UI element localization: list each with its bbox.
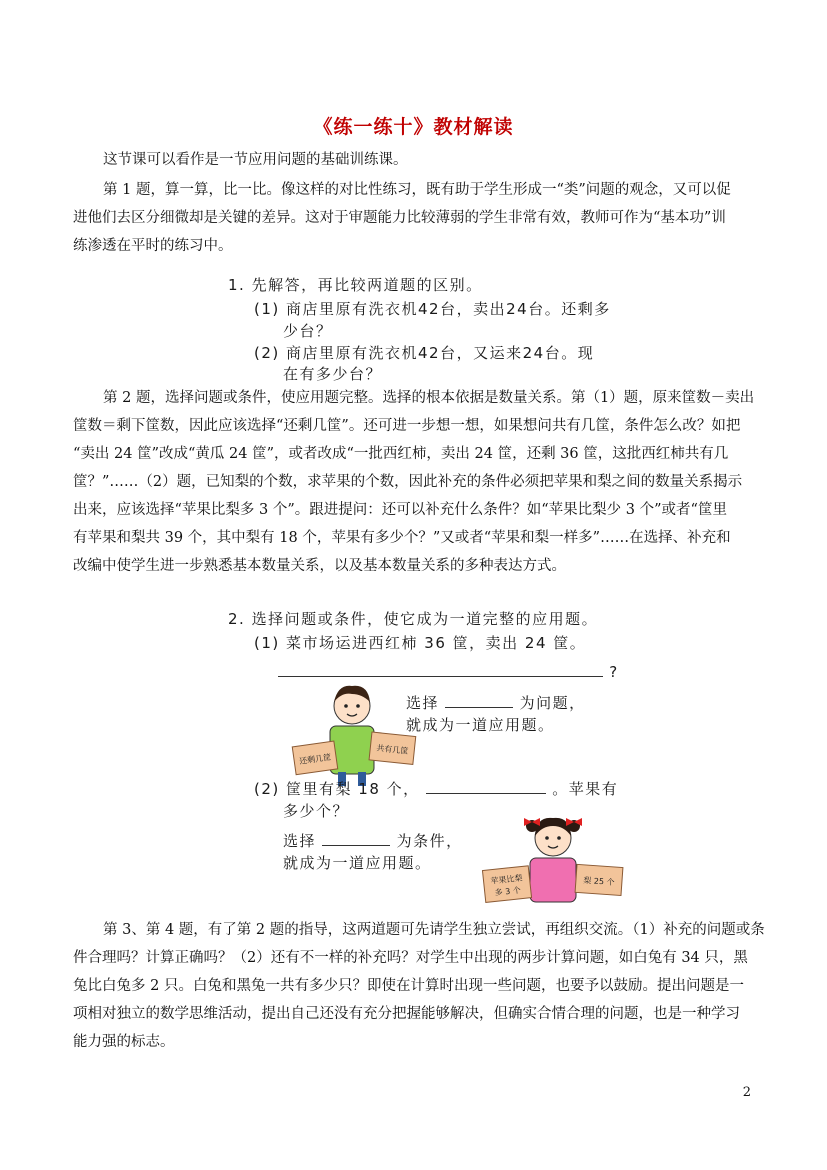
paragraph-line: 兔比白兔多 2 只。白兔和黑兔一共有多少只？即使在计算时出现一些问题，也要予以鼓励。提出问题是一 xyxy=(73,978,744,994)
choose-label: 选择 xyxy=(406,694,440,712)
page-number: 2 xyxy=(742,1085,751,1100)
girl-card-left-text-1: 苹果比梨 xyxy=(490,873,523,886)
paragraph-line: 筐数＝剩下筐数，因此应该选择“还剩几筐”。还可进一步想一想，如果想问共有几筐，条件怎么改？如把 xyxy=(73,418,741,434)
choose-condition-line xyxy=(283,830,463,851)
exercise-1-question-2-cont: 在有多少台？ xyxy=(283,365,383,383)
paragraph-line: 有苹果和梨共 39 个，其中梨有 18 个，苹果有多少个？”又或者“苹果和梨一样多”……在选择、补充和 xyxy=(73,530,731,546)
paragraph-line: 第 2 题，选择问题或条件，使应用题完整。选择的根本依据是数量关系。第（1）题，原来筐数－卖出 xyxy=(103,390,755,406)
choose-question-line xyxy=(406,692,586,713)
girl-card-right-text: 梨 25 个 xyxy=(582,875,615,888)
question-2-part-b: 。苹果有 xyxy=(552,780,619,798)
paragraph-line: 出来，应该选择“苹果比梨多 3 个”。跟进提问：还可以补充什么条件？如“苹果比梨少 3 个”或者“筐里 xyxy=(73,502,727,518)
choose-blank xyxy=(322,831,390,846)
paragraph-line: 改编中使学生进一步熟悉基本数量关系，以及基本数量关系的多种表达方式。 xyxy=(73,558,566,574)
exercise-2-question-2 xyxy=(254,778,618,799)
intro-paragraph xyxy=(73,146,763,174)
boy-card-right-text: 共有几筐 xyxy=(375,743,409,756)
paragraph-line: 能力强的标志。 xyxy=(73,1034,175,1050)
exercise-1-heading: 1. 先解答，再比较两道题的区别。 xyxy=(228,276,483,294)
boy-eye xyxy=(356,704,360,708)
paragraph-line: 练渗透在平时的练习中。 xyxy=(73,238,233,254)
girl-dress xyxy=(530,858,576,902)
girl-card-left-text-2: 多 3 个 xyxy=(494,885,522,898)
boy-eye xyxy=(344,704,348,708)
exercise-1-question-1-cont: 少台？ xyxy=(283,322,333,340)
exercise-2-question-1: (1) 菜市场运进西红柿 36 筐，卖出 24 筐。 xyxy=(254,634,587,652)
paragraph-line: 筐？”……（2）题，已知梨的个数，求苹果的个数，因此补充的条件必须把苹果和梨之间的数量关系揭示 xyxy=(73,474,743,490)
paragraph-exercise-3-4 xyxy=(73,916,763,1056)
answer-blank xyxy=(426,779,546,794)
as-condition-label: 为条件， xyxy=(396,832,463,850)
choose-label: 选择 xyxy=(283,832,317,850)
girl-with-cards-illustration xyxy=(478,806,628,908)
becomes-problem-line: 就成为一道应用题。 xyxy=(283,854,432,872)
paragraph-line: “卖出 24 筐”改成“黄瓜 24 筐”，或者改成“一批西红柿，卖出 24 筐，还剩 36 筐，这批西红柿共有几 xyxy=(73,446,729,462)
boy-card-left xyxy=(292,741,337,775)
as-question-label: 为问题， xyxy=(519,694,586,712)
exercise-2-figure xyxy=(228,608,628,908)
paragraph-line: 第 3、第 4 题，有了第 2 题的指导，这两道题可先请学生独立尝试，再组织交流。（1）补充的问题或条 xyxy=(103,922,765,938)
answer-blank xyxy=(278,662,603,677)
becomes-problem-line: 就成为一道应用题。 xyxy=(406,716,555,734)
paragraph-exercise-2 xyxy=(73,384,763,580)
girl-eye xyxy=(557,836,561,840)
exercise-1-question-1: (1) 商店里原有洗衣机42台，卖出24台。还剩多 xyxy=(254,300,611,318)
exercise-2-heading: 2. 选择问题或条件，使它成为一道完整的应用题。 xyxy=(228,610,599,628)
boy-with-cards-illustration xyxy=(290,678,420,788)
question-mark: ? xyxy=(609,663,619,681)
paragraph-line: 件合理吗？计算正确吗？（2）还有不一样的补充吗？对学生中出现的两步计算问题，如白兔有 34 只，黑 xyxy=(73,950,748,966)
intro-line: 这节课可以看作是一节应用问题的基础训练课。 xyxy=(103,152,408,168)
girl-eye xyxy=(545,836,549,840)
paragraph-line: 第 1 题，算一算，比一比。像这样的对比性练习，既有助于学生形成一“类”问题的观念，又可以促 xyxy=(103,182,731,198)
paragraph-line: 项相对独立的数学思维活动，提出自己还没有充分把握能够解决，但确实合情合理的问题，也是一种学习 xyxy=(73,1006,740,1022)
choose-blank xyxy=(445,693,513,708)
exercise-1-figure xyxy=(228,274,611,384)
page-title: 《练一练十》教材解读 xyxy=(313,116,514,138)
exercise-1-question-2: (2) 商店里原有洗衣机42台，又运来24台。现 xyxy=(254,344,595,362)
question-2-cont: 多少个？ xyxy=(283,802,350,820)
boy-card-right xyxy=(369,732,416,764)
paragraph-exercise-1 xyxy=(73,176,763,260)
boy-card-left-text: 还剩几筐 xyxy=(298,752,332,767)
girl-card-right xyxy=(575,864,623,895)
paragraph-line: 进他们去区分细微却是关键的差异。这对于审题能力比较薄弱的学生非常有效，教师可作为“基本功”训 xyxy=(73,210,726,226)
question-2-part-a: (2) 筐里有梨 18 个， xyxy=(254,780,420,798)
girl-card-left xyxy=(482,866,531,903)
